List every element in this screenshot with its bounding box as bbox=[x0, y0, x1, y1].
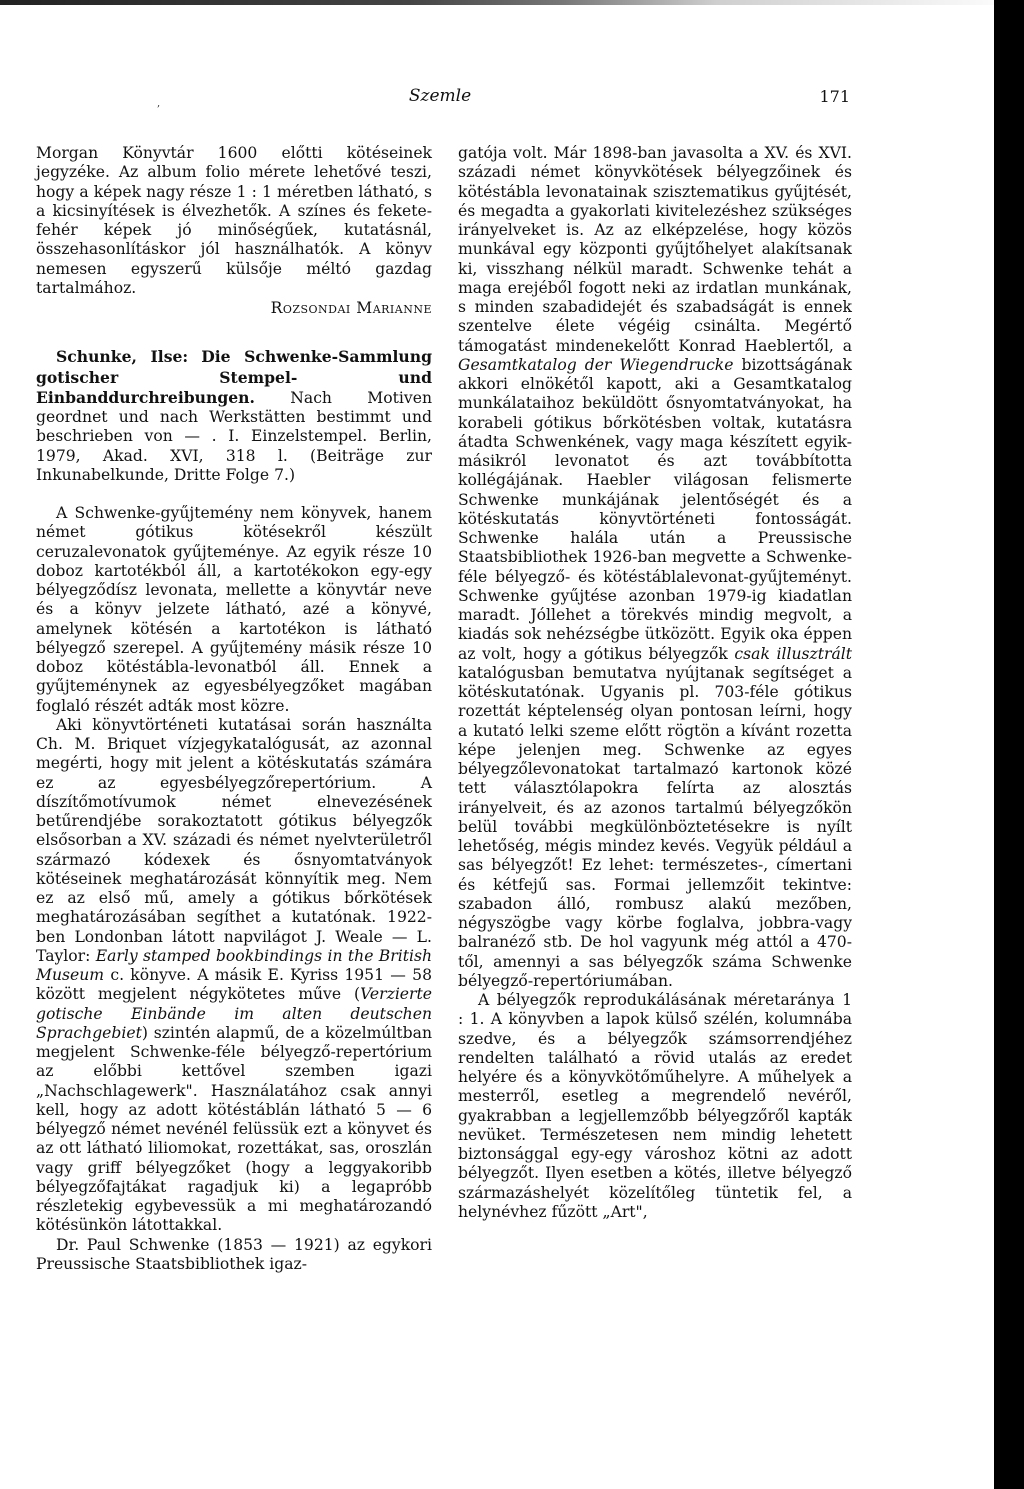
text-run: c. könyve. A másik E. Kyriss 1951 — 58 között megjelent négykötetes műve ( bbox=[36, 966, 432, 1004]
left-column bbox=[36, 144, 432, 1274]
text-run: gatója volt. Már 1898-ban javasolta a XV. és XVI. századi német könyvkötések bélyegzőinek és kötéstábla levonatainak szisztematikus gyűjtését, és megadta a gyakorlati kivitelezéshez szükséges irányelveket is. Az az elképzelése, hogy közös munkával egy központi gyűjtőhelyet alakítsanak ki, visszhang nélkül maradt. Schwenke tehát a maga erejéből fogott neki az irdatlan munkának, s minden szabadidejét és szabadságát is ennek szentelve élete végéig csinálta. Megértő támogatást mindenekelőtt Konrad Haeblertől, a bbox=[458, 144, 852, 355]
body-paragraph: A Schwenke-gyűjtemény nem könyvek, hanem német gótikus kötésekről készült ceruzalevonatok gyűjteménye. Az egyik része 10 doboz kartotékból áll, a kartotékokon egy-egy bélyegződísz levonata, mellette a könyvtár neve és a könyv jelzete látható, azé a könyvé, amelynek kötésén a kartotékon is látható bélyegző szerepel. A gyűjtemény másik része 10 doboz kötéstábla-levonatból áll. Ennek a gyűjteménynek az egyesbélyegzőket magában foglaló részét adták most közre. bbox=[36, 504, 432, 715]
book-reference bbox=[36, 347, 432, 485]
book-ref-details: Nach Motiven geordnet und nach Werkstätten bestimmt und beschrieben von — . I. Einzelstempel. Berlin, 1979, Akad. XVI, 318 l. (Beiträge zur Inkunabelkunde, Dritte Folge 7.) bbox=[36, 388, 432, 484]
italic-title: Gesamtkatalog der Wiegendrucke bbox=[458, 355, 734, 374]
review-end-paragraph: Morgan Könyvtár 1600 előtti kötéseinek jegyzéke. Az album folio mérete lehetővé teszi, hogy a képek nagy része 1 : 1 méretben látható, s a kicsinyítések is élvezhetők. A színes és fekete-fehér képek jó minőségűek, kutatásnál, összehasonlításkor jól használhatók. A könyv nemesen egyszerű külsője méltó gazdag tartalmához. bbox=[36, 144, 432, 297]
section-gap bbox=[36, 318, 432, 347]
text-run: bizottságának akkori elnökétől kapott, aki a Gesamtkatalog munkálataihoz beküldött ősnyomtatványokat, ha korabeli gótikus bőrkötésben voltak, kutatásra átadta Schwenkének, vagy maga készített egyik-másikról levonatot és azt továbbította kollégájának. Haebler világosan felismerte Schwenke munkájának jelentőségét és a kötéskutatás könyvtörténeti fontosságát. Schwenke halála után a Preussische Staatsbibliothek 1926-ban megvette a Schwenke-féle bélyegző- és kötéstáblalevonat-gyűjteményt. Schwenke gyűjtése azonban 1979-ig kiadatlan maradt. Jóllehet a törekvés mindig megvolt, a kiadás sok nehézségbe ütközött. Egyik oka éppen az volt, hogy a gótikus bélyegzők bbox=[458, 355, 852, 663]
section-gap-small bbox=[36, 485, 432, 504]
italic-phrase: csak illusztrált bbox=[734, 644, 852, 663]
page-number: 171 bbox=[819, 87, 850, 106]
running-title: Szemle bbox=[408, 86, 472, 106]
reviewer-signature: Rozsondai Marianne bbox=[270, 299, 432, 317]
text-run: katalógusban bemutatva nyújtanak segítséget a kötéskutatónak. Ugyanis pl. 703-féle gótikus rozettát képtelenség olyan pontosan leírni, hogy a kutató lelki szeme előtt rögtön a kívánt rozetta képe jelenjen meg. Schwenke az egyes bélyegzőlevonatokat tartalmazó kartonok közé tett választólapokra felírta az alosztás irányelveit, és az azonos tartalmú bélyegzőkön belül további megkülönböztetésekre is nyílt lehetőség, mégis mindez kevés. Vegyük például a sas bélyegzőt! Ez lehet: természetes-, címertani és kétfejű sas. Formai jellemzőit tekintve: szabadon álló, rombusz alakú mezőben, négyszögbe vagy körbe foglalva, jobbra-vagy balranéző stb. De hol vagyunk még attól a 470-től, amennyi a sas bélyegzők száma Schwenke bélyegző-repertóriumában. bbox=[458, 663, 852, 990]
italic-title: Early stamped bookbindings in the British Museum bbox=[36, 946, 432, 984]
scan-top-edge bbox=[0, 0, 1024, 5]
book-ref-author: Schunke, Ilse: bbox=[56, 347, 189, 367]
stray-mark: , bbox=[157, 98, 161, 109]
body-paragraph bbox=[458, 144, 852, 991]
body-paragraph bbox=[36, 716, 432, 1236]
body-paragraph: Dr. Paul Schwenke (1853 — 1921) az egykori Preussische Staatsbibliothek igaz- bbox=[36, 1235, 432, 1273]
text-run: Aki könyvtörténeti kutatásai során használta Ch. M. Briquet vízjegykatalógusát, az azonnal megérti, hogy mit jelent a kötéskutatás számára ez az egyesbélyegzőrepertórium. A díszítőmotívumok német elnevezésének betűrendjébe sorakoztatott gótikus bélyegzők elsősorban a XV. századi és német nyelvterületről származó kódexek és ősnyomtatványok kötéseinek meghatározását könnyítik meg. Nem ez az első mű, amely a gótikus bőrkötések meghatározásában segíthet a kutatónak. 1922-ben Londonban látott napvilágot J. Weale — L. Taylor: bbox=[36, 715, 432, 965]
book-ref-title: Die Schwenke-Sammlung gotischer Stempel- und Einbanddurchreibungen. bbox=[36, 347, 432, 407]
scan-right-edge bbox=[994, 0, 1024, 1489]
italic-title: Verzierte gotische Einbände im alten deutschen Sprachgebiet bbox=[36, 985, 432, 1042]
text-run: ) szintén alapmű, de a közelmúltban megjelent Schwenke-féle bélyegző-repertórium az előbbi kettővel szemben igazi „Nachschlagewerk". Használatához csak annyi kell, hogy az adott kötéstáblán látható 5 — 6 bélyegző német nevénél felüssük ezt a könyvet és az ott látható liliomokat, rozettákat, sas, oroszlán vagy griff bélyegzőket (hogy a leggyakoribb bélyegzőfajtákat ragadjuk ki) a legapróbb részletekig egybevessük a mi meghatározandó kötésünkön látottakkal. bbox=[36, 1023, 432, 1235]
right-column bbox=[458, 144, 852, 1222]
body-paragraph: A bélyegzők reprodukálásának méretaránya 1 : 1. A könyvben a lapok külső szélén, kolumnába szedve, és a bélyegzők számsorrendjéhez rendelten található a rövid utalás az eredet helyére és a könyvkötőműhelyre. A műhelyek a mesterről, esetleg a megrendelő nevéről, gyakrabban a legjellemzőbb bélyegzőről kapták nevüket. Természetesen nem mindig lehetett biztonsággal egy-egy városhoz kötni az adott bélyegzőt. Ilyen esetben a kötés, illetve bélyegző származáshelyét közelítőleg tüntetik fel, a helynévhez fűzött „Art", bbox=[458, 991, 852, 1221]
